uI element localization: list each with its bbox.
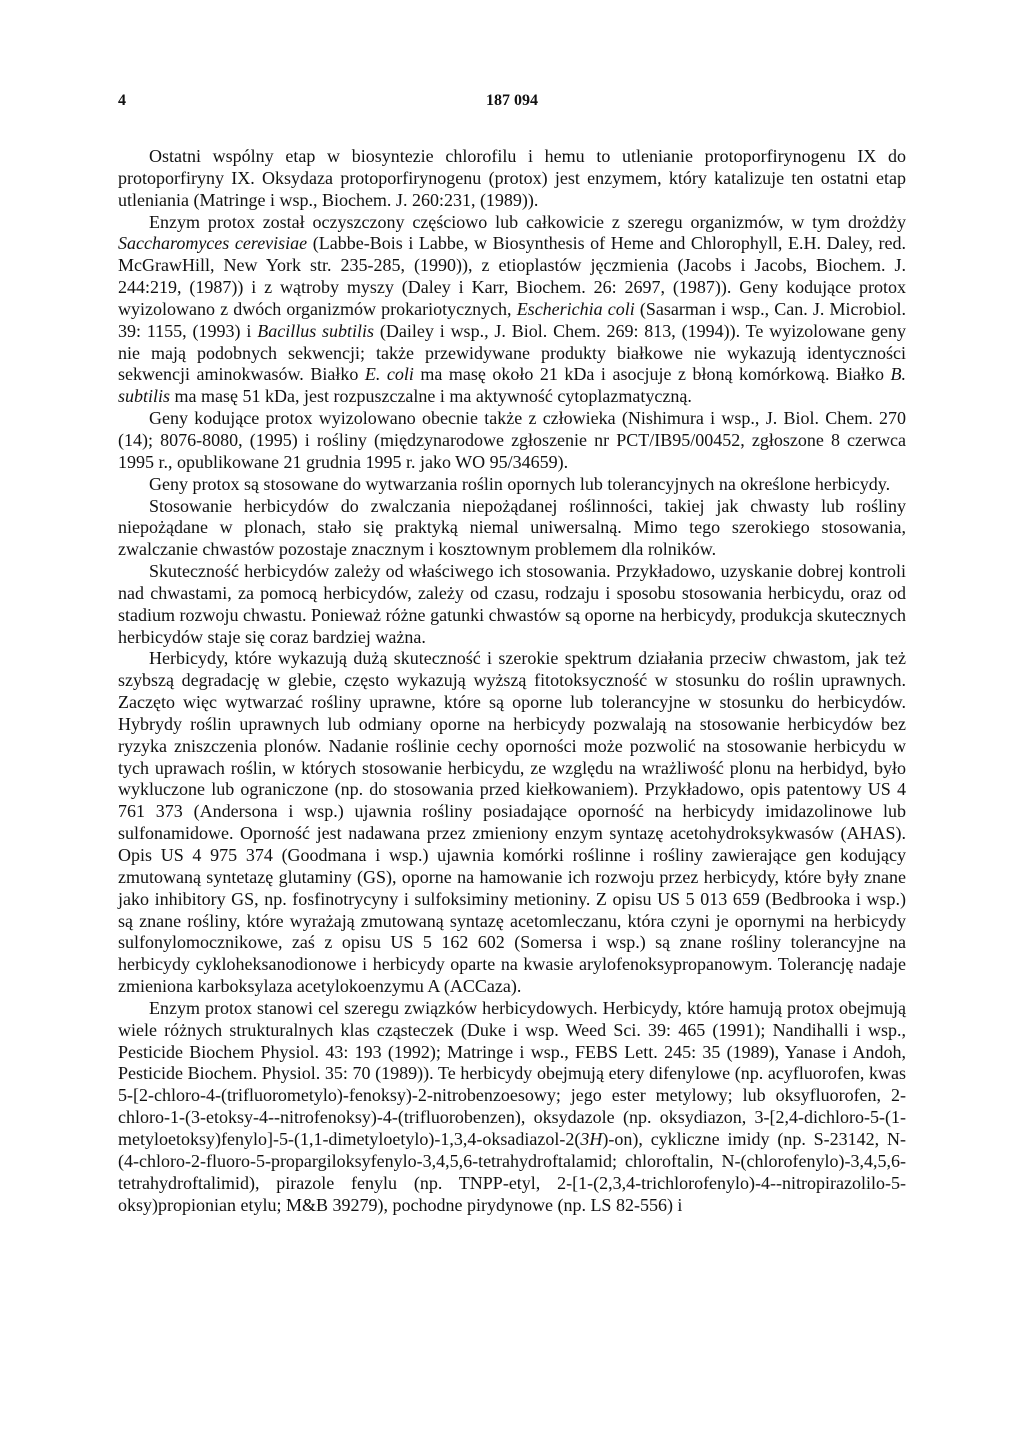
paragraph: Geny protox są stosowane do wytwarzania roślin opornych lub tolerancyjnych na określone herbicydy. xyxy=(149,473,891,494)
page-number: 4 xyxy=(118,92,126,109)
paragraph: Geny kodujące protox wyizolowano obecnie także z człowieka (Nishimura i wsp., J. Biol. Chem. 270 (14); 8076-8080, (1995) i rośliny (międzynarodowe zgłoszenie nr PCT/IB95/00452, zgłoszone 8 czerwca 1995 r., opublikowane 21 grudnia 1995 r. jako WO 95/34659). xyxy=(118,408,906,472)
paragraph: Enzym protox stanowi cel szeregu związków herbicydowych. Herbicydy, które hamują protox obejmują wiele różnych strukturalnych klas cząsteczek (Duke i wsp. Weed Sci. 39: 465 (1991); Nandihalli i wsp., Pesticide Biochem Physiol. 43: 193 (1992); Matringe i wsp., FEBS Lett. 245: 35 (1989), Yanase i Andoh, Pesticide Biochem. Physiol. 35: 70 (1989)). Te herbicydy obejmują etery difenylowe (np. acyfluorofen, kwas 5-[2-chloro-4-(trifluorometylo)-fenoksy)-2-nitrobenzoesowy; jego ester metylowy; lub oksyfluorofen, 2-chloro-1-(3-etoksy-4--nitrofenoksy)-4-(trifluorobenzen), oksydazole (np. oksydiazon, 3-[2,4-dichloro-5-(1-metyloetoksy)fenylo]-5-(1,1-dimetyloetylo)-1,3,4-oksadiazol-2(3H)-on), cykliczne imidy (np. S-23142, N-(4-chloro-2-fluoro-5-propargiloksyfenylo-3,4,5,6-tetrahydroftalamid; chloroftalin, N-(chlorofenylo)-3,4,5,6-tetrahydroftalimid), pirazole fenylu (np. TNPP-etyl, 2-[1-(2,3,4-trichlorofenylo)-4--nitropirazolilo-5-oksy)propionian etylu; M&B 39279), pochodne pirydynowe (np. LS 82-556) i xyxy=(118,997,906,1215)
paragraph: Skuteczność herbicydów zależy od właściwego ich stosowania. Przykładowo, uzyskanie dobrej kontroli nad chwastami, za pomocą herbicydów, zależy od czasu, rodzaju i sposobu stosowania herbicydu, oraz od stadium rozwoju chwastu. Ponieważ różne gatunki chwastów są oporne na herbicydy, produkcja skutecznych herbicydów staje się coraz bardziej ważna. xyxy=(118,561,906,647)
paragraph: Ostatni wspólny etap w biosyntezie chlorofilu i hemu to utlenianie protoporfirynogenu IX do protoporfiryny IX. Oksydaza protoporfirynogenu (protox) jest enzymem, który katalizuje ten ostatni etap utleniania (Matringe i wsp., Biochem. J. 260:231, (1989)). xyxy=(118,146,906,210)
page-header xyxy=(118,92,906,116)
paragraph: Enzym protox został oczyszczony częściowo lub całkowicie z szeregu organizmów, w tym drożdży Saccharomyces cerevisiae (Labbe-Bois i Labbe, w Biosynthesis of Heme and Chlorophyll, E.H. Daley, red. McGrawHill, New York str. 235-285, (1990)), z etioplastów jęczmienia (Jacobs i Jacobs, Biochem. J. 244:219, (1987)) i z wątroby myszy (Daley i Karr, Biochem. 26: 2697, (1987)). Geny kodujące protox wyizolowano z dwóch organizmów prokariotycznych, Escherichia coli (Sasarman i wsp., Can. J. Microbiol. 39: 1155, (1993) i Bacillus subtilis (Dailey i wsp., J. Biol. Chem. 269: 813, (1994)). Te wyizolowane geny nie mają podobnych sekwencji; także przewidywane produkty białkowe nie wykazują identyczności sekwencji aminokwasów. Białko E. coli ma masę około 21 kDa i asocjuje z błoną komórkową. Białko B. subtilis ma masę 51 kDa, jest rozpuszczalne i ma aktywność cytoplazmatyczną. xyxy=(118,211,906,407)
body-text xyxy=(118,146,906,1216)
document-number: 187 094 xyxy=(486,92,538,109)
paragraph: Stosowanie herbicydów do zwalczania niepożądanej roślinności, takiej jak chwasty lub rośliny niepożądane w plonach, stało się praktyką niemal uniwersalną. Mimo tego szerokiego stosowania, zwalczanie chwastów pozostaje znacznym i kosztownym problemem dla rolników. xyxy=(118,495,906,560)
paragraph: Herbicydy, które wykazują dużą skuteczność i szerokie spektrum działania przeciw chwastom, jak też szybszą degradację w glebie, często wykazują wyższą fitotoksyczność w stosunku do roślin uprawnych. Zaczęto więc wytwarzać rośliny uprawne, które są oporne lub tolerancyjne w stosunku do herbicydów. Hybrydy roślin uprawnych lub odmiany oporne na herbicydy pozwalają na stosowanie herbicydów bez ryzyka zniszczenia plonów. Nadanie roślinie cechy oporności może pozwolić na stosowanie herbicydu w tych uprawach roślin, w których stosowanie herbicydu, ze względu na wrażliwość plonu na herbidyd, było wykluczone lub ograniczone (np. do stosowania przed kiełkowaniem). Przykładowo, opis patentowy US 4 761 373 (Andersona i wsp.) ujawnia rośliny posiadające oporność na herbicydy imidazolinowe lub sulfonamidowe. Oporność jest nadawana przez zmieniony enzym syntazę acetohydroksykwasów (AHAS). Opis US 4 975 374 (Goodmana i wsp.) ujawnia komórki roślinne i rośliny zawierające gen kodujący zmutowaną syntetazę glutaminy (GS), oporne na hamowanie ich rozwoju przez herbicydy, które były znane jako inhibitory GS, np. fosfinotrycyny i sulfoksiminy metioniny. Z opisu US 5 013 659 (Bedbrooka i wsp.) są znane rośliny, które wyrażają zmutowaną syntazę acetomleczanu, która czyni je opornymi na herbicydy sulfonylomocznikowe, zaś z opisu US 5 162 602 (Somersa i wsp.) są znane rośliny tolerancyjne na herbicydy cykloheksanodionowe i herbicydy oparte na kwasie arylofenoksypropanowym. Tolerancję nadaje zmieniona karboksylaza acetylokoenzymu A (ACCaza). xyxy=(118,648,906,997)
